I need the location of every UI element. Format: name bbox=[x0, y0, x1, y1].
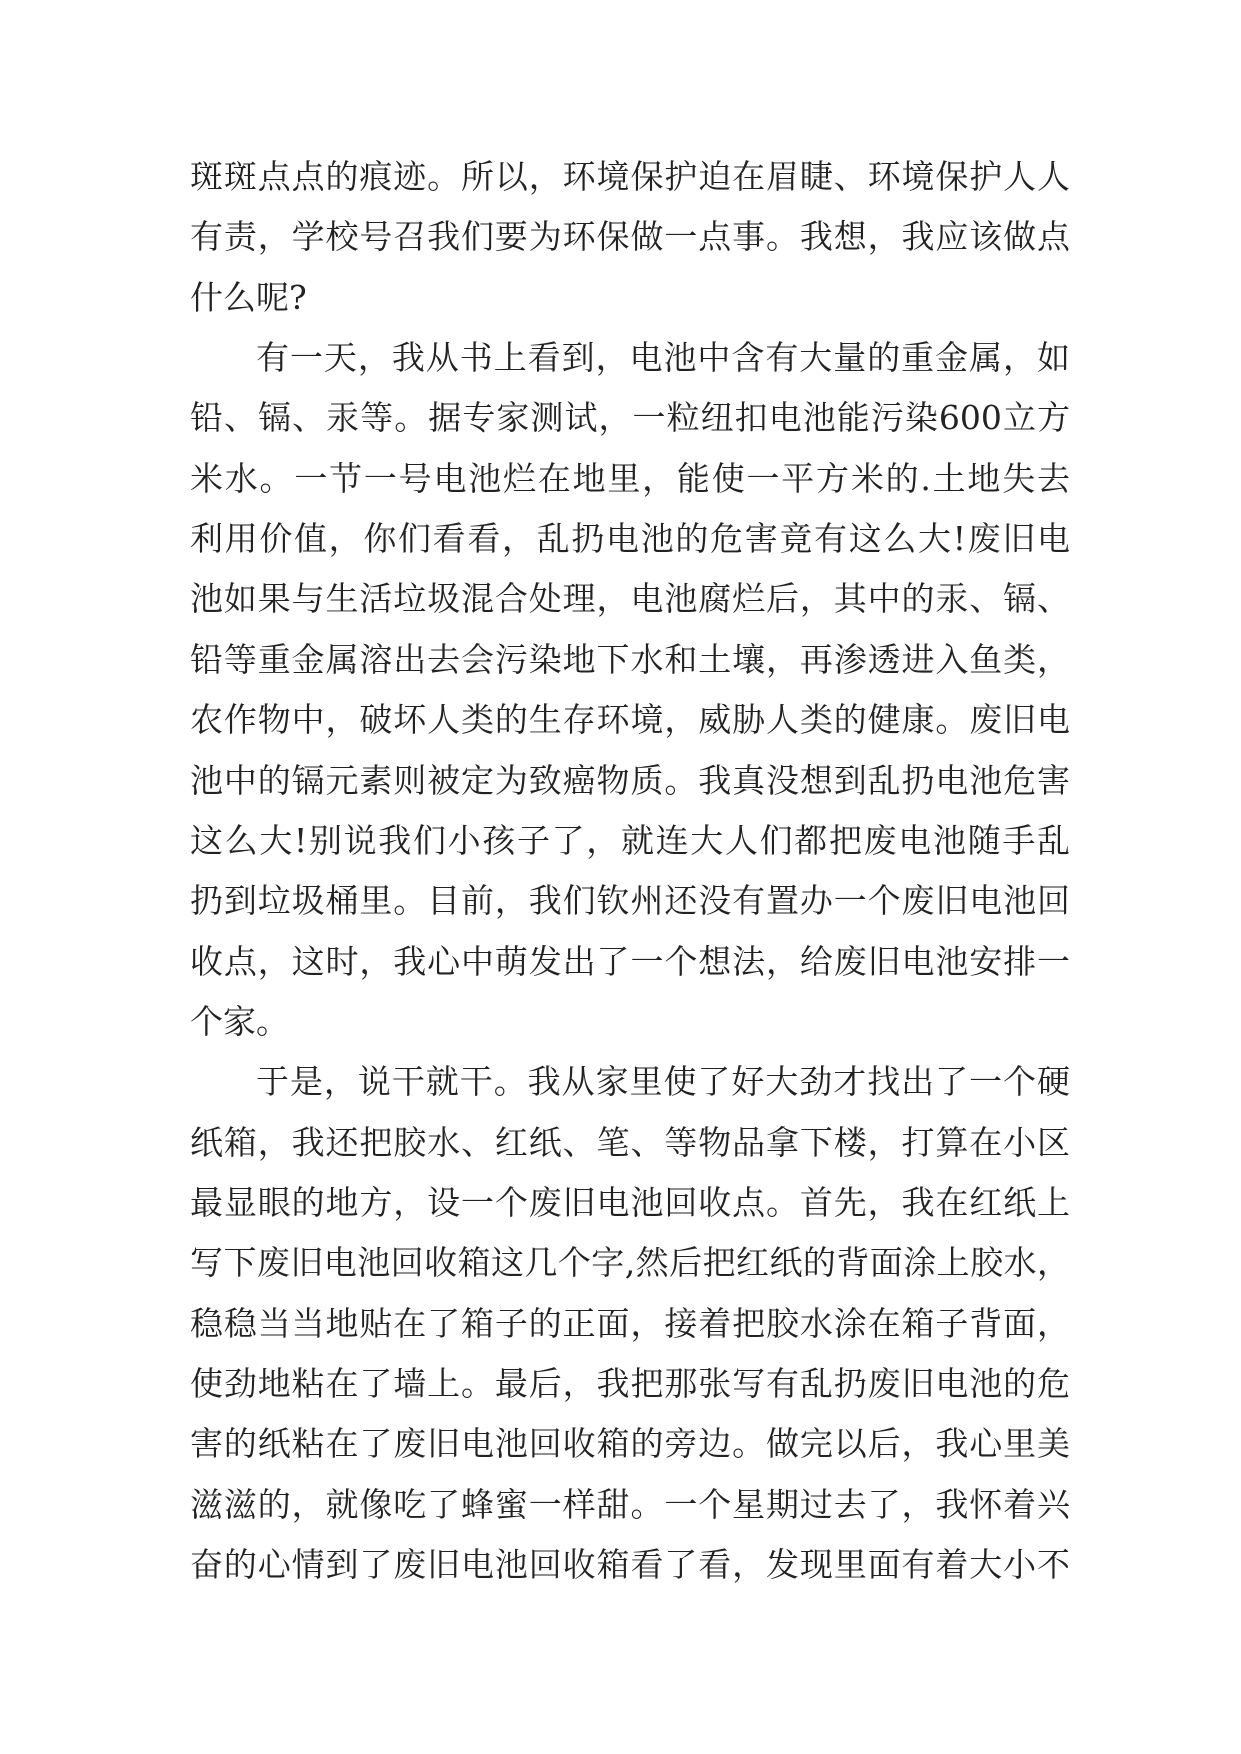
text-line: 害的纸粘在了废旧电池回收箱的旁边。做完以后，我心里美 bbox=[190, 1424, 1070, 1464]
text-line: 农作物中，破坏人类的生存环境，威胁人类的健康。废旧电 bbox=[190, 700, 1070, 740]
text-line: 个家。 bbox=[190, 1001, 289, 1041]
text-line: 最显眼的地方，设一个废旧电池回收点。首先，我在红纸上 bbox=[190, 1182, 1070, 1222]
text-line: 利用价值，你们看看，乱扔电池的危害竟有这么大!废旧电 bbox=[190, 519, 1070, 559]
text-line: 铅等重金属溶出去会污染地下水和土壤，再渗透进入鱼类， bbox=[190, 639, 1070, 679]
text-line: 这么大!别说我们小孩子了，就连大人们都把废电池随手乱 bbox=[190, 820, 1070, 860]
text-line: 斑斑点点的痕迹。所以，环境保护迫在眉睫、环境保护人人 bbox=[190, 157, 1070, 196]
text-line: 滋滋的，就像吃了蜂蜜一样甜。一个星期过去了，我怀着兴 bbox=[190, 1484, 1070, 1524]
text-line: 米水。一节一号电池烂在地里，能使一平方米的.土地失去 bbox=[190, 458, 1070, 498]
text-line: 收点，这时，我心中萌发出了一个想法，给废旧电池安排一 bbox=[190, 941, 1070, 981]
text-line: 奋的心情到了废旧电池回收箱看了看，发现里面有着大小不 bbox=[190, 1545, 1070, 1585]
text-line: 池如果与生活垃圾混合处理，电池腐烂后，其中的汞、镉、 bbox=[190, 579, 1070, 619]
text-line: 池中的镉元素则被定为致癌物质。我真没想到乱扔电池危害 bbox=[190, 760, 1070, 800]
text-line: 于是，说干就干。我从家里使了好大劲才找出了一个硬 bbox=[256, 1062, 1070, 1102]
text-line: 写下废旧电池回收箱这几个字,然后把红纸的背面涂上胶水， bbox=[190, 1243, 1070, 1283]
text-line: 扔到垃圾桶里。目前，我们钦州还没有置办一个废旧电池回 bbox=[190, 881, 1070, 921]
text-line: 使劲地粘在了墙上。最后，我把那张写有乱扔废旧电池的危 bbox=[190, 1364, 1070, 1403]
text-line: 有一天，我从书上看到，电池中含有大量的重金属，如 bbox=[256, 338, 1070, 378]
text-line: 有责，学校号召我们要为环保做一点事。我想，我应该做点 bbox=[190, 217, 1070, 257]
text-line: 铅、镉、汞等。据专家测试，一粒纽扣电池能污染600立方 bbox=[190, 398, 1070, 438]
text-line: 纸箱，我还把胶水、红纸、笔、等物品拿下楼，打算在小区 bbox=[190, 1122, 1070, 1162]
text-line: 稳稳当当地贴在了箱子的正面，接着把胶水涂在箱子背面， bbox=[190, 1303, 1070, 1343]
text-line: 什么呢? bbox=[190, 277, 307, 317]
